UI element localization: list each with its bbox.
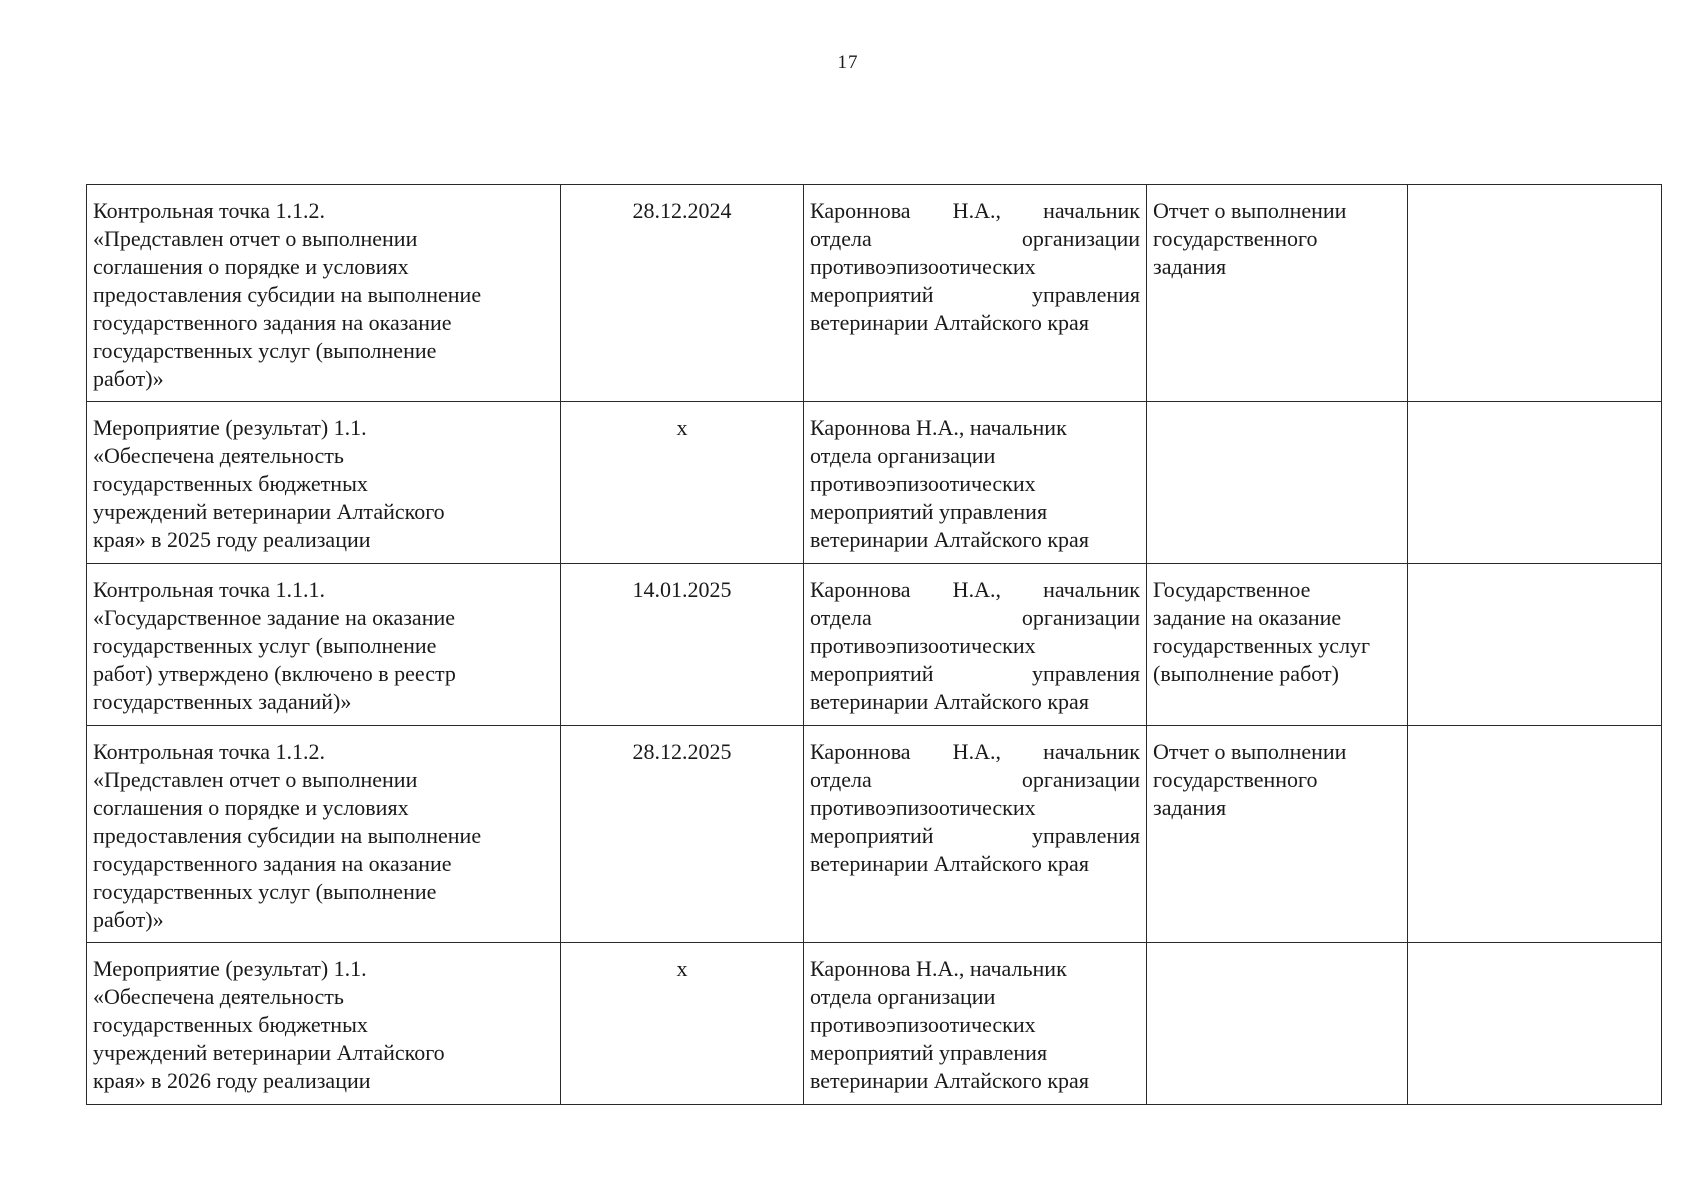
cell-event-name (87, 726, 561, 943)
event-name-line: края» в 2026 году реализации (93, 1068, 371, 1093)
cell-extra (1408, 185, 1662, 402)
responsible-line: противоэпизоотических (810, 254, 1036, 279)
event-name-line: края» в 2025 году реализации (93, 527, 371, 552)
responsible-line: отдела организации (810, 767, 1140, 792)
responsible-line: ветеринарии Алтайского края (810, 527, 1089, 552)
table-row (87, 564, 1662, 726)
responsible-line: мероприятий управления (810, 661, 1140, 686)
responsible-line: Кароннова Н.А., начальник (810, 739, 1140, 764)
responsible-line: мероприятий управления (810, 499, 1048, 524)
cell-event-name (87, 943, 561, 1105)
responsible-line: ветеринарии Алтайского края (810, 310, 1089, 335)
responsible-line: отдела организации (810, 984, 996, 1009)
event-name-line: учреждений ветеринарии Алтайского (93, 499, 445, 524)
responsible-line: ветеринарии Алтайского края (810, 851, 1089, 876)
document-line: государственного (1153, 767, 1318, 792)
event-name-line: работ) утверждено (включено в реестр (93, 661, 456, 686)
cell-document (1147, 564, 1408, 726)
event-name-line: Контрольная точка 1.1.1. (93, 577, 326, 602)
event-name-line: государственных бюджетных (93, 1012, 368, 1037)
responsible-line: противоэпизоотических (810, 471, 1036, 496)
cell-document (1147, 185, 1408, 402)
cell-responsible (804, 726, 1147, 943)
cell-extra (1408, 564, 1662, 726)
cell-extra (1408, 402, 1662, 564)
responsible-line: ветеринарии Алтайского края (810, 1068, 1089, 1093)
cell-responsible (804, 402, 1147, 564)
responsible-line: Кароннова Н.А., начальник (810, 198, 1140, 223)
cell-event-name (87, 402, 561, 564)
table-row (87, 943, 1662, 1105)
event-name-line: «Обеспечена деятельность (93, 984, 344, 1009)
event-name-line: государственных услуг (выполнение (93, 879, 437, 904)
document-line: задания (1153, 795, 1227, 820)
cell-responsible (804, 185, 1147, 402)
responsible-line: мероприятий управления (810, 823, 1140, 848)
event-name-line: государственных заданий)» (93, 689, 352, 714)
document-line: государственных услуг (1153, 633, 1371, 658)
responsible-line: мероприятий управления (810, 282, 1140, 307)
cell-date (561, 564, 804, 726)
event-name-line: соглашения о порядке и условиях (93, 254, 409, 279)
table-row (87, 402, 1662, 564)
event-name-line: Контрольная точка 1.1.2. (93, 739, 326, 764)
document-line: задание на оказание (1153, 605, 1342, 630)
responsible-line: отдела организации (810, 443, 996, 468)
document-line: задания (1153, 254, 1227, 279)
responsible-line: Кароннова Н.А., начальник (810, 956, 1067, 981)
page-number: 17 (837, 52, 859, 73)
cell-document (1147, 943, 1408, 1105)
cell-event-name (87, 185, 561, 402)
responsible-line: ветеринарии Алтайского края (810, 689, 1089, 714)
table-row (87, 726, 1662, 943)
event-name-line: учреждений ветеринарии Алтайского (93, 1040, 445, 1065)
event-name-line: государственного задания на оказание (93, 310, 452, 335)
event-name-line: Мероприятие (результат) 1.1. (93, 956, 367, 981)
event-name-line: предоставления субсидии на выполнение (93, 823, 482, 848)
date-value: х (676, 415, 688, 440)
control-points-table (86, 184, 1662, 1105)
table-row (87, 185, 1662, 402)
cell-document (1147, 402, 1408, 564)
event-name-line: «Представлен отчет о выполнении (93, 226, 418, 251)
cell-extra (1408, 943, 1662, 1105)
date-value: 28.12.2025 (632, 739, 732, 764)
cell-document (1147, 726, 1408, 943)
document-line: Отчет о выполнении (1153, 739, 1347, 764)
event-name-line: государственных бюджетных (93, 471, 368, 496)
responsible-line: Кароннова Н.А., начальник (810, 415, 1067, 440)
cell-date (561, 185, 804, 402)
cell-event-name (87, 564, 561, 726)
event-name-line: Контрольная точка 1.1.2. (93, 198, 326, 223)
document-line: Государственное (1153, 577, 1311, 602)
date-value: х (676, 956, 688, 981)
date-value: 28.12.2024 (632, 198, 732, 223)
cell-date (561, 402, 804, 564)
event-name-line: предоставления субсидии на выполнение (93, 282, 482, 307)
event-name-line: Мероприятие (результат) 1.1. (93, 415, 367, 440)
cell-responsible (804, 943, 1147, 1105)
responsible-line: мероприятий управления (810, 1040, 1048, 1065)
cell-extra (1408, 726, 1662, 943)
date-value: 14.01.2025 (632, 577, 732, 602)
document-line: Отчет о выполнении (1153, 198, 1347, 223)
event-name-line: «Обеспечена деятельность (93, 443, 344, 468)
cell-date (561, 726, 804, 943)
document-line: (выполнение работ) (1153, 661, 1339, 686)
responsible-line: отдела организации (810, 226, 1140, 251)
event-name-line: государственного задания на оказание (93, 851, 452, 876)
event-name-line: работ)» (93, 907, 164, 932)
event-name-line: «Представлен отчет о выполнении (93, 767, 418, 792)
cell-date (561, 943, 804, 1105)
event-name-line: государственных услуг (выполнение (93, 338, 437, 363)
event-name-line: соглашения о порядке и условиях (93, 795, 409, 820)
cell-responsible (804, 564, 1147, 726)
responsible-line: противоэпизоотических (810, 795, 1036, 820)
responsible-line: противоэпизоотических (810, 633, 1036, 658)
event-name-line: «Государственное задание на оказание (93, 605, 456, 630)
event-name-line: государственных услуг (выполнение (93, 633, 437, 658)
responsible-line: отдела организации (810, 605, 1140, 630)
document-line: государственного (1153, 226, 1318, 251)
responsible-line: Кароннова Н.А., начальник (810, 577, 1140, 602)
event-name-line: работ)» (93, 366, 164, 391)
responsible-line: противоэпизоотических (810, 1012, 1036, 1037)
